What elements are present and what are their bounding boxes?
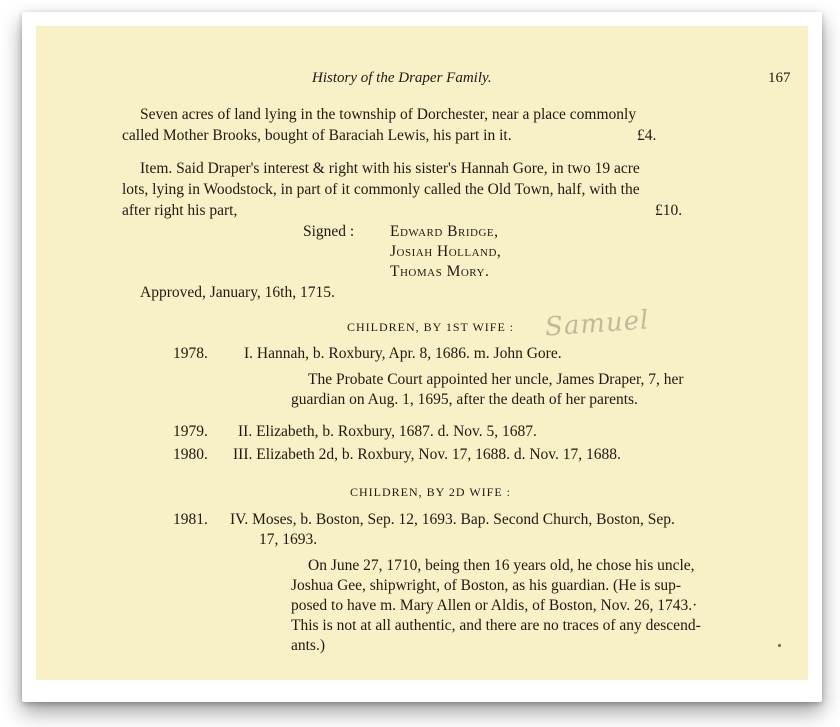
page-number: 167 [768, 70, 791, 86]
section-heading-second-wife: CHILDREN, BY 2D WIFE : [350, 485, 511, 499]
entry-text: I. Hannah, b. Roxbury, Apr. 8, 1686. m. John Gore. [244, 345, 562, 362]
entry-number: 1981. [173, 511, 208, 528]
note-line: The Probate Court appointed her uncle, James Draper, 7, her [308, 371, 684, 388]
entry-text: IV. Moses, b. Boston, Sep. 12, 1693. Bap. Second Church, Boston, Sep. [230, 511, 675, 528]
para2-line1: Item. Said Draper's interest & right with his sister's Hannah Gore, in two 19 acre [140, 160, 640, 177]
note-line: ants.) [291, 637, 326, 654]
scan-speck [778, 644, 781, 647]
para1-amount: £4. [637, 127, 657, 144]
para1-line1: Seven acres of land lying in the township of Dorchester, near a place commonly [140, 106, 637, 123]
para2-amount: £10. [655, 202, 683, 219]
section-heading-first-wife: CHILDREN, BY 1ST WIFE : [347, 320, 515, 334]
page-card [22, 12, 822, 702]
approved-line: Approved, January, 16th, 1715. [140, 284, 335, 301]
signer-name: Josiah Holland, [390, 243, 502, 260]
signed-label: Signed : [303, 223, 355, 240]
running-title: History of the Draper Family. [312, 70, 492, 86]
entry-text: III. Elizabeth 2d, b. Roxbury, Nov. 17, 1688. d. Nov. 17, 1688. [233, 446, 621, 463]
signer-name: Thomas Mory. [390, 263, 490, 280]
note-line: On June 27, 1710, being then 16 years old, he chose his uncle, [308, 557, 695, 574]
note-line: Joshua Gee, shipwright, of Boston, as his guardian. (He is sup- [291, 577, 682, 594]
document-page [36, 26, 808, 680]
entry-number: 1980. [173, 446, 208, 463]
para2-line3: after right his part, [122, 202, 238, 219]
handwritten-annotation: Samuel [544, 305, 651, 343]
entry-number: 1978. [173, 345, 208, 362]
para1-line2: called Mother Brooks, bought of Baraciah Lewis, his part in it. [122, 127, 512, 144]
note-line: posed to have m. Mary Allen or Aldis, of Boston, Nov. 26, 1743.· [291, 597, 698, 614]
para2-line2: lots, lying in Woodstock, in part of it commonly called the Old Town, half, with the [122, 181, 640, 198]
entry-number: 1979. [173, 423, 208, 440]
entry-text: II. Elizabeth, b. Roxbury, 1687. d. Nov. 5, 1687. [238, 423, 537, 440]
entry-text-continuation: 17, 1693. [259, 531, 318, 548]
note-line: guardian on Aug. 1, 1695, after the death of her parents. [291, 391, 638, 408]
signer-name: Edward Bridge, [390, 223, 499, 240]
note-line: This is not at all authentic, and there are no traces of any descend- [291, 617, 701, 634]
